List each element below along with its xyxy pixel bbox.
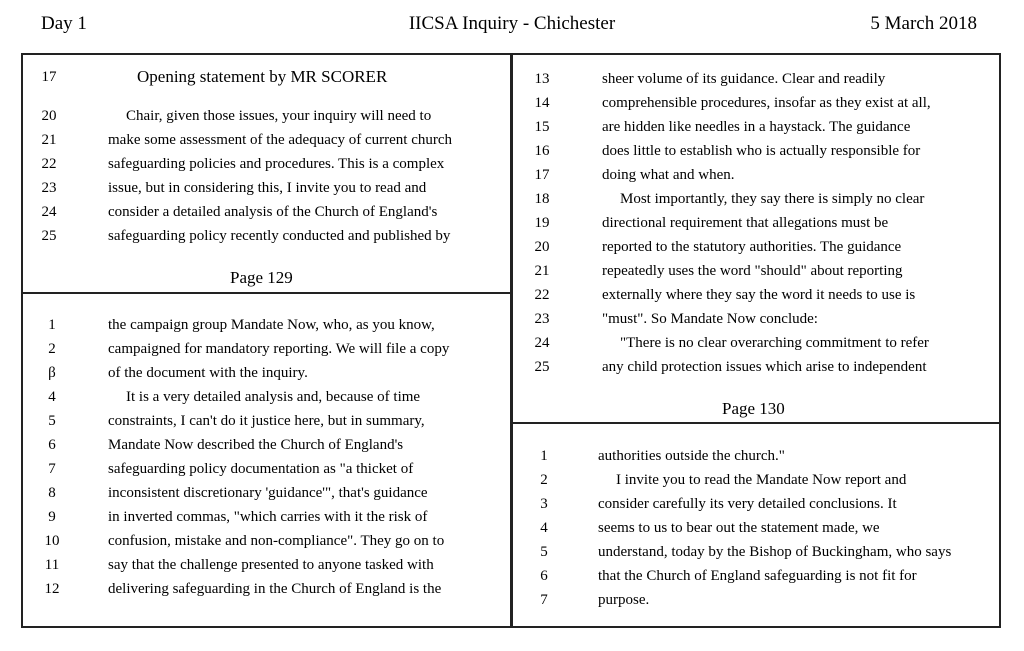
line-number: 21 — [41, 132, 57, 148]
section-heading: Opening statement by MR SCORER — [137, 67, 388, 86]
transcript-line: I invite you to read the Mandate Now report and — [616, 472, 907, 488]
transcript-line: externally where they say the word it needs to use is — [602, 287, 916, 303]
transcript-line: safeguarding policies and procedures. This is a complex — [108, 156, 445, 172]
transcript-line: safeguarding policy recently conducted and published by — [108, 228, 451, 244]
transcript-line: delivering safeguarding in the Church of England is the — [108, 581, 442, 597]
transcript-line: any child protection issues which arise to independent — [602, 359, 927, 375]
line-number: 17 — [534, 167, 550, 183]
line-number: 22 — [534, 287, 550, 303]
line-number: 25 — [41, 228, 57, 244]
transcript-line: consider a detailed analysis of the Church of England's — [108, 204, 438, 220]
transcript-line: Most importantly, they say there is simply no clear — [620, 191, 925, 207]
line-number: 6 — [540, 568, 548, 584]
transcript-line: constraints, I can't do it justice here, but in summary, — [108, 413, 425, 429]
transcript-line: understand, today by the Bishop of Buckingham, who says — [598, 544, 952, 560]
page-divider-right — [511, 422, 1001, 424]
line-number: 11 — [44, 557, 60, 573]
transcript-line: in inverted commas, "which carries with it the risk of — [108, 509, 428, 525]
line-number: 23 — [41, 180, 57, 196]
line-number: 17 — [41, 69, 57, 85]
transcript-line: It is a very detailed analysis and, because of time — [126, 389, 421, 405]
line-number: 24 — [534, 335, 550, 351]
line-number: 20 — [41, 108, 57, 124]
line-number: 25 — [534, 359, 550, 375]
transcript-line: issue, but in considering this, I invite you to read and — [108, 180, 427, 196]
transcript-line: say that the challenge presented to anyone tasked with — [108, 557, 434, 573]
transcript-line: repeatedly uses the word "should" about reporting — [602, 263, 903, 279]
line-number: 16 — [534, 143, 550, 159]
line-number: 13 — [534, 71, 550, 87]
line-number: 1 — [540, 448, 548, 464]
line-number: 3 — [540, 496, 548, 512]
transcript-line: comprehensible procedures, insofar as they exist at all, — [602, 95, 931, 111]
line-number: 2 — [48, 341, 56, 357]
line-number: 19 — [534, 215, 550, 231]
line-number: 23 — [534, 311, 550, 327]
line-number: 14 — [534, 95, 550, 111]
line-number: 7 — [48, 461, 56, 477]
transcript-line: confusion, mistake and non-compliance". They go on to — [108, 533, 445, 549]
transcript-line: of the document with the inquiry. — [108, 365, 308, 381]
header-date: 5 March 2018 — [870, 13, 977, 34]
header-day: Day 1 — [41, 13, 87, 34]
transcript-line: that the Church of England safeguarding is not fit for — [598, 568, 917, 584]
line-number: 5 — [540, 544, 548, 560]
transcript-line: directional requirement that allegations must be — [602, 215, 889, 231]
transcript-line: safeguarding policy documentation as "a thicket of — [108, 461, 414, 477]
transcript-line: the campaign group Mandate Now, who, as you know, — [108, 317, 435, 333]
line-number: 21 — [534, 263, 550, 279]
transcript-line: authorities outside the church." — [598, 448, 785, 464]
transcript-line: "must". So Mandate Now conclude: — [602, 311, 818, 327]
transcript-line: doing what and when. — [602, 167, 735, 183]
line-number: 2 — [540, 472, 548, 488]
line-number: 12 — [44, 581, 60, 597]
page-divider-left — [21, 292, 512, 294]
line-number: 18 — [534, 191, 550, 207]
transcript-line: consider carefully its very detailed conclusions. It — [598, 496, 897, 512]
transcript-line: sheer volume of its guidance. Clear and readily — [602, 71, 886, 87]
line-number: 4 — [48, 389, 56, 405]
page-number: Page 129 — [230, 268, 293, 287]
line-number: 4 — [540, 520, 548, 536]
line-number: β — [48, 365, 56, 381]
line-number: 10 — [44, 533, 60, 549]
line-number: 8 — [48, 485, 56, 501]
transcript-line: does little to establish who is actually responsible for — [602, 143, 921, 159]
transcript-line: seems to us to bear out the statement made, we — [598, 520, 880, 536]
line-number: 15 — [534, 119, 550, 135]
page-number: Page 130 — [722, 399, 785, 418]
line-number: 22 — [41, 156, 57, 172]
transcript-line: Mandate Now described the Church of England's — [108, 437, 404, 453]
transcript-line: make some assessment of the adequacy of current church — [108, 132, 453, 148]
header-title: IICSA Inquiry - Chichester — [408, 13, 616, 34]
transcript-line: "There is no clear overarching commitment to refer — [620, 335, 929, 351]
line-number: 20 — [534, 239, 550, 255]
line-number: 24 — [41, 204, 57, 220]
line-number: 5 — [48, 413, 56, 429]
line-number: 6 — [48, 437, 56, 453]
line-number: 7 — [540, 592, 548, 608]
transcript-line: purpose. — [598, 592, 650, 608]
transcript-line: Chair, given those issues, your inquiry will need to — [126, 108, 432, 124]
line-number: 9 — [48, 509, 56, 525]
transcript-line: inconsistent discretionary 'guidance'", that's guidance — [108, 485, 428, 501]
line-number: 1 — [48, 317, 56, 333]
transcript-line: are hidden like needles in a haystack. The guidance — [602, 119, 911, 135]
transcript-line: campaigned for mandatory reporting. We will file a copy — [108, 341, 450, 357]
transcript-line: reported to the statutory authorities. The guidance — [602, 239, 902, 255]
